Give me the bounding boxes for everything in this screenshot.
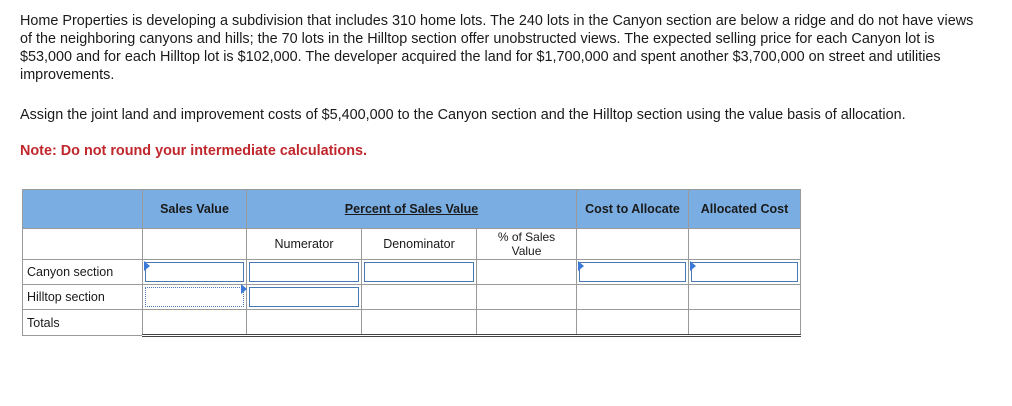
canyon-denominator-input[interactable] — [362, 260, 476, 284]
hilltop-denominator-cell — [362, 285, 477, 310]
subheader-pct-line1: % of Sales — [497, 230, 556, 244]
header-row — [23, 190, 801, 229]
totals-sales-value-cell — [143, 310, 247, 336]
hilltop-cost-to-allocate-cell — [577, 285, 689, 310]
subheader-blank-allocated — [689, 229, 801, 260]
header-percent-label: Percent of Sales Value — [344, 202, 479, 216]
subheader-row — [23, 229, 801, 260]
canyon-denominator-cell[interactable] — [362, 260, 477, 285]
canyon-percent-cell — [477, 260, 577, 285]
totals-percent-cell — [477, 310, 577, 336]
table-row-hilltop — [23, 285, 801, 310]
hilltop-allocated-cost-cell — [689, 285, 801, 310]
header-blank — [23, 190, 143, 229]
table-row-totals — [23, 310, 801, 336]
totals-denominator-cell — [362, 310, 477, 336]
subheader-denominator: Denominator — [362, 229, 477, 260]
allocation-table — [22, 189, 801, 337]
hilltop-sales-value-input[interactable] — [143, 285, 246, 309]
table-row-canyon — [23, 260, 801, 285]
totals-numerator-cell — [247, 310, 362, 336]
subheader-blank — [23, 229, 143, 260]
hilltop-numerator-cell[interactable] — [247, 285, 362, 310]
subheader-percent-sales-value — [477, 229, 577, 260]
canyon-numerator-cell[interactable] — [247, 260, 362, 285]
row-label-hilltop: Hilltop section — [23, 285, 143, 310]
totals-cost-to-allocate-cell — [577, 310, 689, 336]
hilltop-percent-cell — [477, 285, 577, 310]
header-cost-to-allocate: Cost to Allocate — [577, 190, 689, 229]
input-marker-icon — [578, 261, 584, 271]
canyon-cost-to-allocate-input[interactable] — [577, 260, 688, 284]
canyon-cost-to-allocate-cell[interactable] — [577, 260, 689, 285]
rounding-note: Note: Do not round your intermediate calculations. — [20, 143, 368, 159]
subheader-blank-sales — [143, 229, 247, 260]
header-percent-of-sales-value — [247, 190, 577, 229]
canyon-sales-value-cell[interactable] — [143, 260, 247, 285]
subheader-blank-cost — [577, 229, 689, 260]
row-label-totals: Totals — [23, 310, 143, 336]
canyon-allocated-cost-input[interactable] — [689, 260, 800, 284]
header-allocated-cost: Allocated Cost — [689, 190, 801, 229]
canyon-sales-value-input[interactable] — [143, 260, 246, 284]
totals-allocated-cost-cell — [689, 310, 801, 336]
canyon-allocated-cost-cell[interactable] — [689, 260, 801, 285]
hilltop-sales-value-cell[interactable] — [143, 285, 247, 310]
header-sales-value: Sales Value — [143, 190, 247, 229]
hilltop-numerator-input[interactable] — [247, 285, 361, 309]
subheader-numerator: Numerator — [247, 229, 362, 260]
problem-paragraph-2: Assign the joint land and improvement costs of $5,400,000 to the Canyon section and the Hilltop section using the value basis of allocation. — [20, 107, 906, 123]
subheader-pct-line2: Value — [511, 244, 542, 258]
canyon-numerator-input[interactable] — [247, 260, 361, 284]
input-marker-icon — [144, 261, 150, 271]
problem-paragraph-1: Home Properties is developing a subdivision that includes 310 home lots. The 240 lots in the Canyon section are below a ridge and do not have views of the neighboring canyons and hills; the 70 lots in the Hilltop section offer unobstructed views. The expected selling price for each Canyon lot is $53,000 and for each Hilltop lot is $102,000. The developer acquired the land for $1,700,000 and spent another $3,700,000 on street and utilities improvements. — [20, 13, 974, 83]
input-marker-icon — [690, 261, 696, 271]
row-label-canyon: Canyon section — [23, 260, 143, 285]
